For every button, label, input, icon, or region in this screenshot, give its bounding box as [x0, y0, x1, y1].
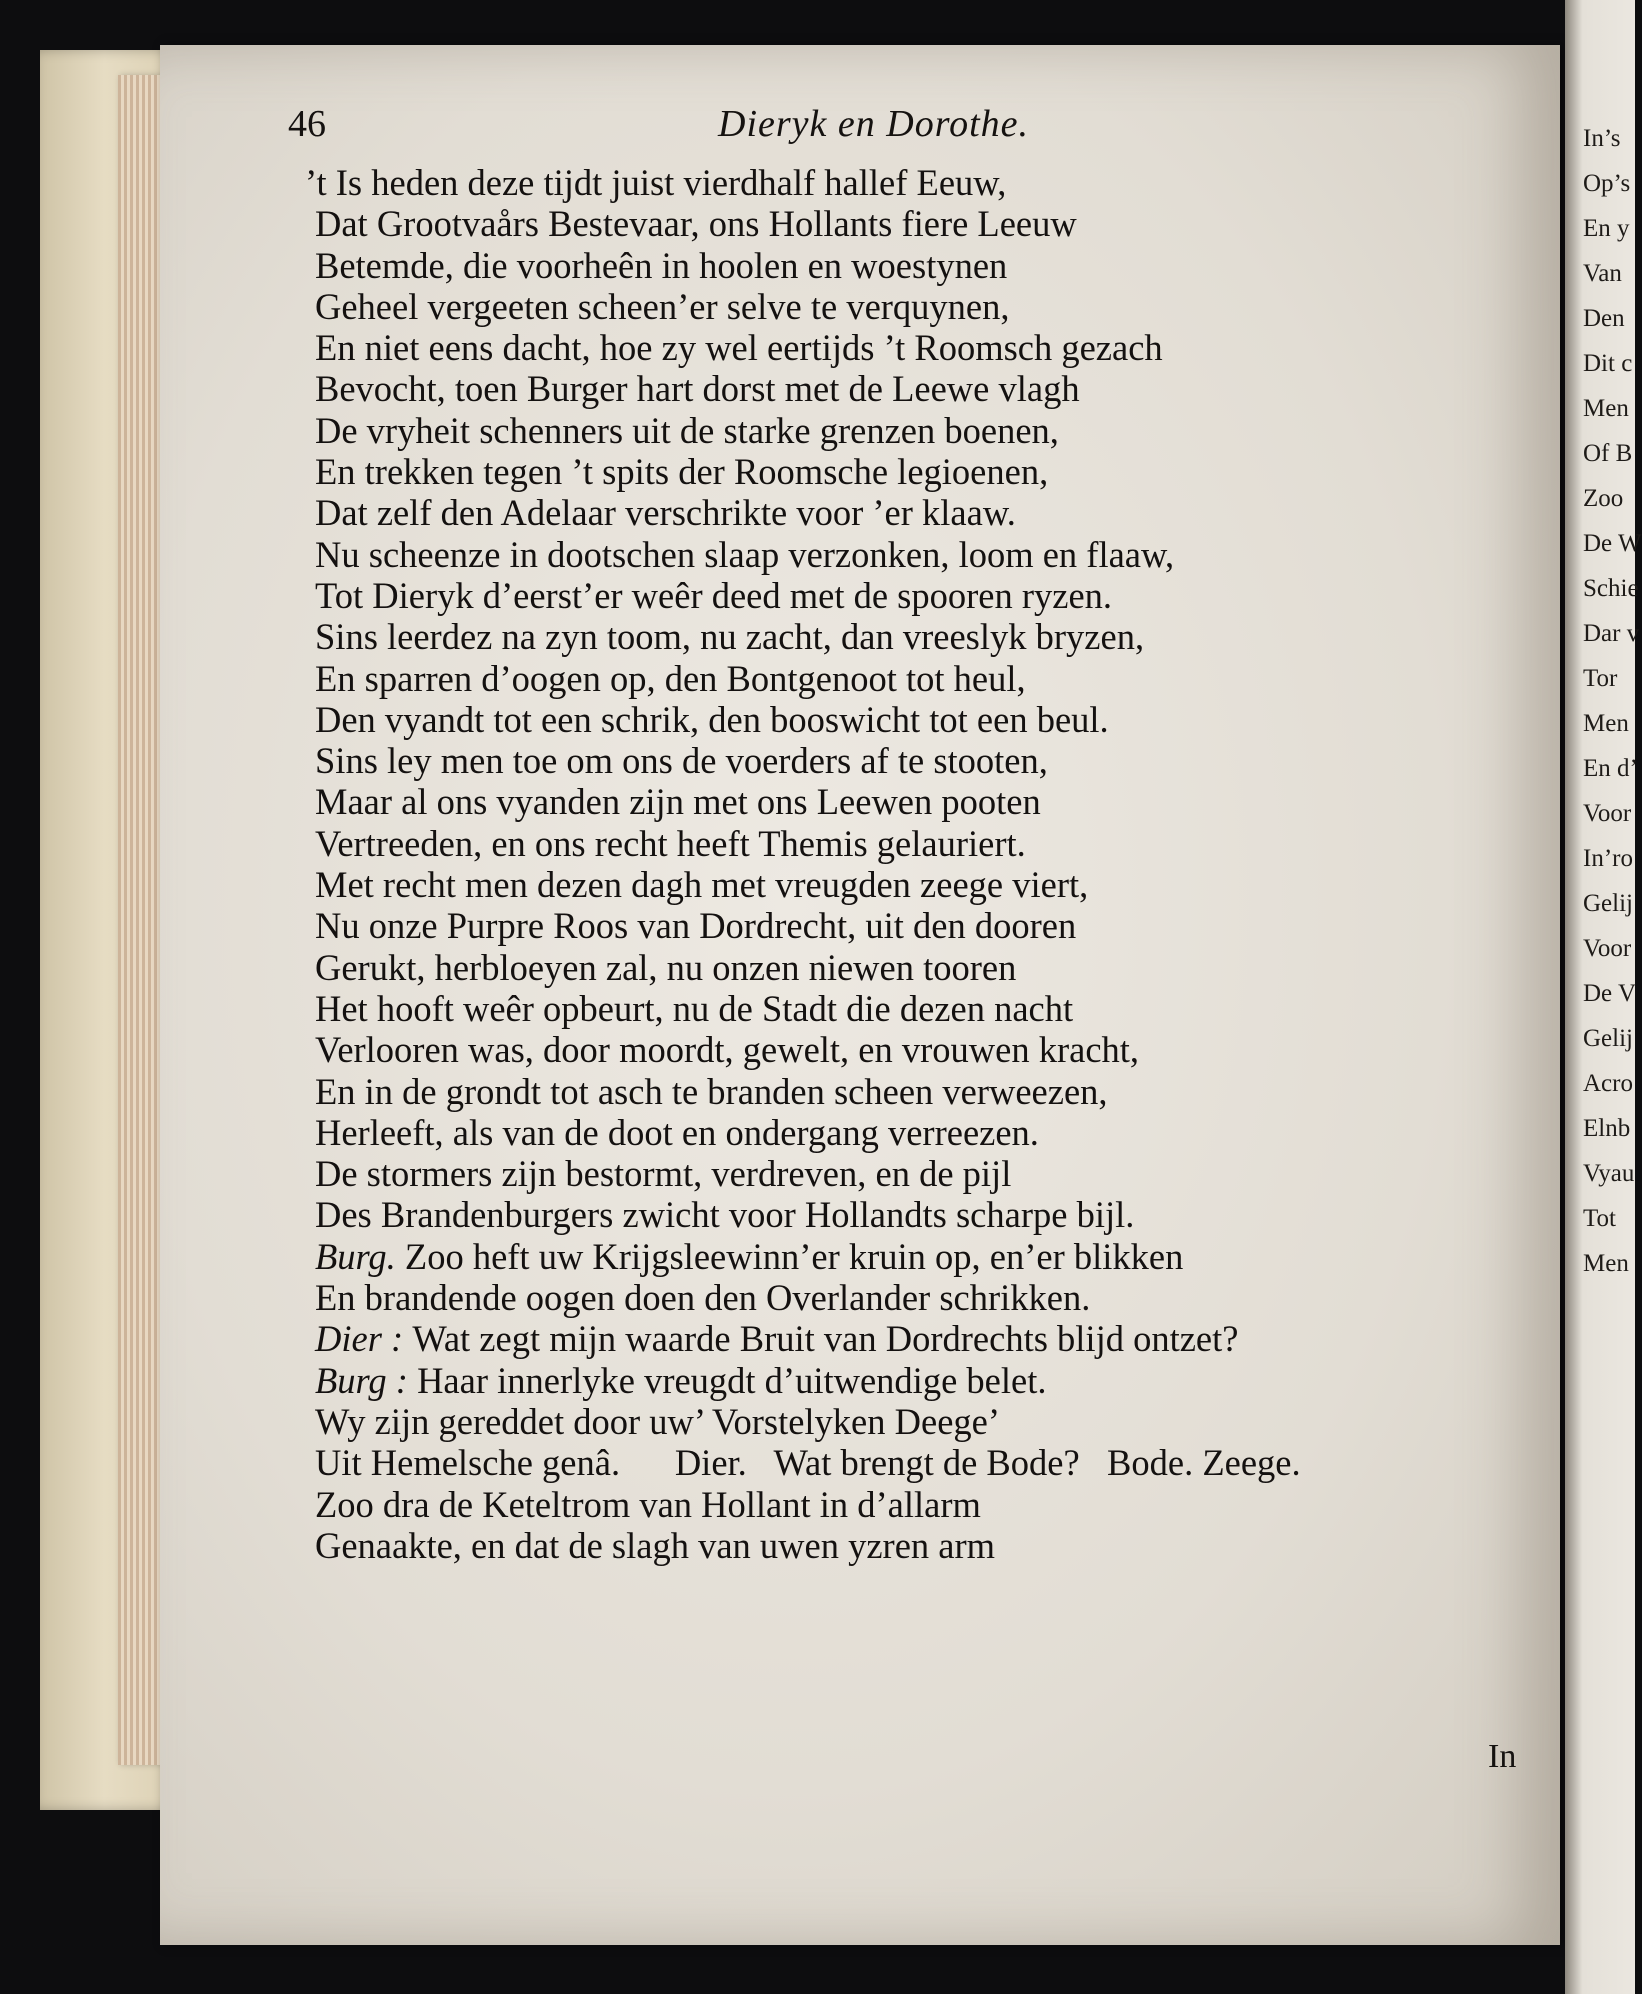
verse-line	[305, 905, 1555, 946]
verse-text-span: En trekken tegen ’t spits der Roomsche legioenen,	[315, 451, 1049, 493]
verse-line	[305, 1360, 1555, 1401]
facing-page-fragment: Vyau	[1583, 1160, 1635, 1187]
verse-line	[305, 1525, 1555, 1566]
verse-text-span: Uit Hemelsche genâ. Dier. Wat brengt de Bode? Bode. Zeege.	[315, 1442, 1301, 1484]
facing-page-fragment: Den	[1583, 305, 1625, 332]
verse-line	[305, 1401, 1555, 1442]
facing-page-fragment: Op’s	[1583, 170, 1631, 197]
verse-line	[305, 699, 1555, 740]
verse-line	[305, 864, 1555, 905]
verse-text-span: De stormers zijn bestormt, verdreven, en de pijl	[315, 1153, 1012, 1195]
verse-text-span: En sparren d’oogen op, den Bontgenoot tot heul,	[315, 657, 1026, 699]
verse-line	[305, 162, 1555, 203]
facing-page-fragment: En y	[1583, 215, 1630, 242]
verse-line	[305, 1318, 1555, 1359]
verse-line	[305, 203, 1555, 244]
running-head	[288, 102, 1538, 152]
verse-text-span: En niet eens dacht, hoe zy wel eertijds ’t Roomsch gezach	[315, 327, 1163, 369]
facing-page-fragment: Dar v	[1583, 620, 1640, 647]
verse-text-span: Zoo heft uw Krijgsleewinn’er kruin op, en’er blikken	[404, 1235, 1184, 1277]
verse-line	[305, 1194, 1555, 1235]
facing-page-fragment: Acro	[1583, 1070, 1633, 1097]
verse-text-span: Nu scheenze in dootschen slaap verzonken, loom en flaaw,	[315, 533, 1175, 575]
verse-text-span: Haar innerlyke vreugdt d’uitwendige belet.	[417, 1359, 1047, 1401]
verse-line	[305, 534, 1555, 575]
verse-line	[305, 1112, 1555, 1153]
verse-line	[305, 1484, 1555, 1525]
verse-text-span: Maar al ons vyanden zijn met ons Leewen pooten	[315, 781, 1041, 823]
verse-line	[305, 947, 1555, 988]
verse-text-span: Gerukt, herbloeyen zal, nu onzen niewen tooren	[315, 946, 1017, 988]
facing-page-fragment: Zoo	[1583, 485, 1624, 512]
running-title: Dieryk en Dorothe.	[718, 103, 1029, 145]
facing-page-fragment: In’s	[1583, 125, 1621, 152]
verse-line	[305, 1236, 1555, 1277]
verse-text-span: De vryheit schenners uit de starke grenzen boenen,	[315, 409, 1059, 451]
verse-text-span: Dat Grootvaårs Bestevaar, ons Hollants fiere Leeuw	[315, 203, 1077, 245]
verse-text-span: Herleeft, als van de doot en ondergang verreezen.	[315, 1111, 1039, 1153]
verse-text-span: En brandende oogen doen den Overlander schrikken.	[315, 1277, 1091, 1319]
facing-page-fragment: Men	[1583, 1250, 1629, 1277]
verse-text-span: Vertreeden, en ons recht heeft Themis gelauriert.	[315, 822, 1026, 864]
verse-text-span: Des Brandenburgers zwicht voor Hollandts scharpe bijl.	[315, 1194, 1135, 1236]
verse-line	[305, 1071, 1555, 1112]
verse-text-span: Het hooft weêr opbeurt, nu de Stadt die dezen nacht	[315, 987, 1074, 1029]
verse-line	[305, 368, 1555, 409]
verse-text-span: Bevocht, toen Burger hart dorst met de Leewe vlagh	[315, 368, 1080, 410]
facing-page-fragment: De W	[1583, 530, 1642, 557]
verse-line	[305, 492, 1555, 533]
facing-page-fragment: De V	[1583, 980, 1637, 1007]
facing-page	[1565, 0, 1642, 1994]
verse-line	[305, 286, 1555, 327]
verse-text-span: Zoo dra de Keteltrom van Hollant in d’allarm	[315, 1483, 981, 1525]
facing-page-fragment: Tor	[1583, 665, 1618, 692]
verse-text-span: Sins ley men toe om ons de voerders af te stooten,	[315, 740, 1048, 782]
verse-text-span: ’t Is heden deze tijdt juist vierdhalf hallef Eeuw,	[305, 162, 1007, 203]
verse-text-span: Genaakte, en dat de slagh van uwen yzren arm	[315, 1524, 996, 1566]
verse-text-span: Dat zelf den Adelaar verschrikte voor ’er klaaw.	[315, 492, 1016, 534]
verse-text-span: En in de grondt tot asch te branden scheen verweezen,	[315, 1070, 1108, 1112]
verse-line	[305, 988, 1555, 1029]
verse-line	[305, 245, 1555, 286]
verse-text-span: Sins leerdez na zyn toom, nu zacht, dan vreeslyk bryzen,	[315, 616, 1145, 658]
speaker-label: Dier :	[315, 1318, 413, 1360]
facing-page-fragment: Schie	[1583, 575, 1639, 602]
facing-page-fragment: Voor	[1583, 800, 1632, 827]
verse-text-span: Met recht men dezen dagh met vreugden zeege viert,	[315, 864, 1089, 906]
facing-page-fragment: Elnb	[1583, 1115, 1631, 1142]
facing-page-fragment: En d’	[1583, 755, 1638, 782]
facing-page-fragment: Gelij	[1583, 890, 1633, 917]
verse-line	[305, 1442, 1555, 1483]
verse-text-span: Den vyandt tot een schrik, den booswicht tot een beul.	[315, 698, 1109, 740]
speaker-label: Burg :	[315, 1359, 418, 1401]
verse-line	[305, 451, 1555, 492]
verse-line	[305, 327, 1555, 368]
verse-text-span: Wy zijn gereddet door uw’ Vorstelyken Deege’	[315, 1400, 1000, 1442]
verse-line	[305, 410, 1555, 451]
page-number: 46	[288, 103, 326, 145]
speaker-label: Burg.	[315, 1235, 405, 1277]
facing-page-fragment: Tot	[1583, 1205, 1616, 1232]
verse-text	[305, 162, 1555, 1566]
verse-line	[305, 740, 1555, 781]
verse-text-span: Tot Dieryk d’eerst’er weêr deed met de spooren ryzen.	[315, 574, 1113, 616]
verse-text-span: Wat zegt mijn waarde Bruit van Dordrechts blijd ontzet?	[412, 1318, 1239, 1360]
verse-line	[305, 823, 1555, 864]
verse-text-span: Nu onze Purpre Roos van Dordrecht, uit den dooren	[315, 905, 1077, 947]
facing-page-fragment: Van	[1583, 260, 1622, 287]
verse-line	[305, 781, 1555, 822]
facing-page-fragment: Men	[1583, 395, 1629, 422]
verse-line	[305, 616, 1555, 657]
verse-line	[305, 1029, 1555, 1070]
verse-line	[305, 575, 1555, 616]
facing-page-fragment: Gelij	[1583, 1025, 1633, 1052]
facing-page-fragment: In’ro	[1583, 845, 1633, 872]
facing-page-fragment: Men	[1583, 710, 1629, 737]
verse-text-span: Geheel vergeeten scheen’er selve te verquynen,	[315, 285, 1010, 327]
verse-line	[305, 658, 1555, 699]
verse-line	[305, 1277, 1555, 1318]
verse-line	[305, 1153, 1555, 1194]
facing-page-fragment: Voor	[1583, 935, 1632, 962]
verse-text-span: Verlooren was, door moordt, gewelt, en vrouwen kracht,	[315, 1029, 1140, 1071]
verse-text-span: Betemde, die voorheên in hoolen en woestynen	[315, 244, 1008, 286]
facing-page-fragment: Dit c	[1583, 350, 1633, 377]
catchword: In	[1488, 1738, 1517, 1775]
facing-page-fragment: Of B	[1583, 440, 1633, 467]
